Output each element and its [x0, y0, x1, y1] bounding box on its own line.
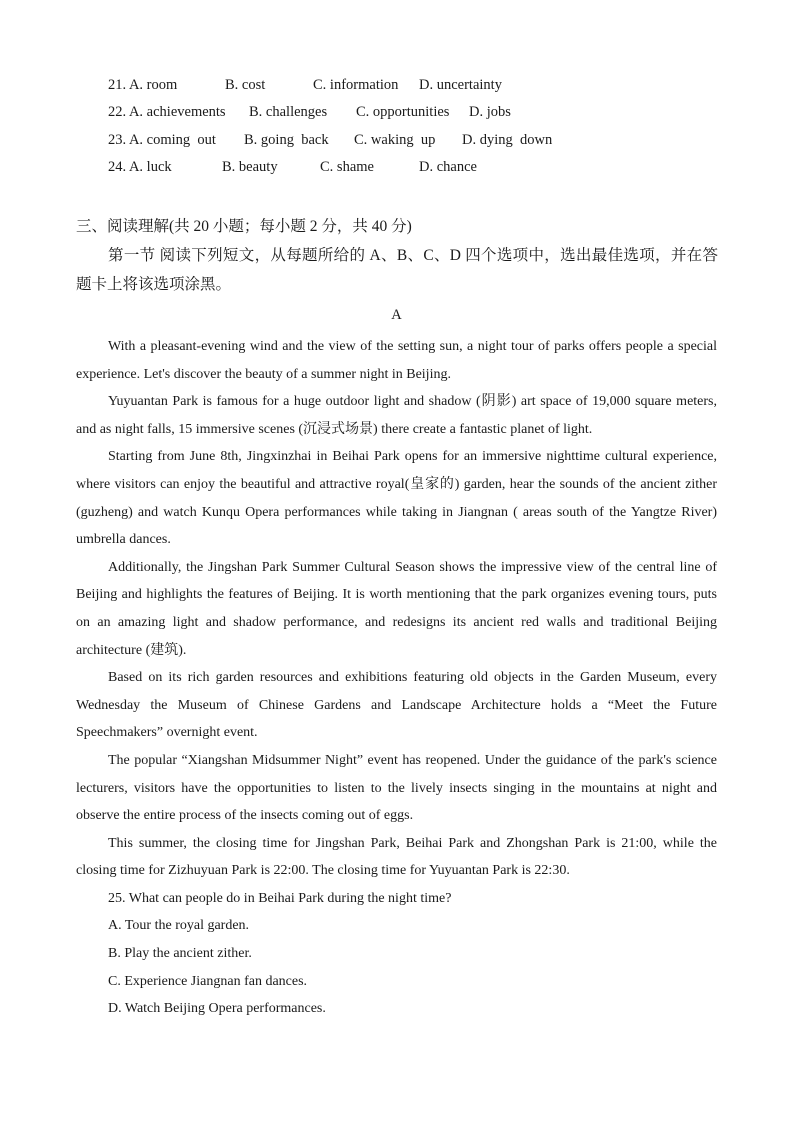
- option-b: B. beauty: [222, 159, 278, 175]
- option-b: B. challenges: [249, 104, 328, 120]
- answer-option-b: B. Play the ancient zither.: [108, 946, 252, 962]
- option-a: 23. A. coming out: [108, 132, 216, 148]
- paragraph: Based on its rich garden resources and exhibitions featuring old objects in the Garden Museum, every Wednesday the Museum of Chinese Gardens and Landscape Architecture holds a “Meet the Future Speechmakers” overnight event.: [76, 670, 717, 741]
- option-c: C. shame: [320, 159, 374, 175]
- answer-option-c: C. Experience Jiangnan fan dances.: [108, 973, 308, 989]
- option-c: C. information: [313, 77, 399, 93]
- option-d: D. dying down: [462, 132, 553, 148]
- answer-option-a: A. Tour the royal garden.: [108, 918, 250, 934]
- question-25: 25. What can people do in Beihai Park during the night time?: [108, 890, 452, 906]
- passage-body: [76, 333, 717, 1023]
- option-a: 24. A. luck: [108, 159, 172, 175]
- instruction-text: 第一节 阅读下列短文，从每题所给的 A、B、C、D 四个选项中，选出最佳选项，并在答题卡上将该选项涂黑。: [76, 247, 718, 293]
- paragraph: Starting from June 8th, Jingxinzhai in Beihai Park opens for an immersive nighttime cultural experience, where visitors can enjoy the beautiful and attractive royal(皇家的) garden, hear the sounds of the ancient zither (guzheng) and watch Kunqu Opera performances while taking in Jiangnan ( areas south of the Yangtze River) umbrella dances.: [76, 449, 717, 548]
- option-c: C. waking up: [354, 132, 436, 148]
- section-title: 三、阅读理解(共 20 小题；每小题 2 分，共 40 分): [76, 218, 412, 235]
- paragraph: Additionally, the Jingshan Park Summer Cultural Season shows the impressive view of the central line of Beijing and highlights the features of Beijing. It is worth mentioning that the park organizes evening tours, puts on an amazing light and shadow performance, and redesigns its ancient red walls and traditional Beijing architecture (建筑).: [76, 559, 717, 658]
- answer-option-d: D. Watch Beijing Opera performances.: [108, 1001, 326, 1017]
- paragraph: With a pleasant-evening wind and the view of the setting sun, a night tour of parks offers people a special experience. Let's discover the beauty of a summer night in Beijing.: [76, 339, 717, 382]
- paragraph: The popular “Xiangshan Midsummer Night” event has reopened. Under the guidance of the park's science lecturers, visitors have the opportunities to listen to the lively insects singing in the mountains at night and observe the entire process of the insects coming out of eggs.: [76, 752, 717, 824]
- option-c: C. opportunities: [356, 104, 450, 120]
- option-b: B. going back: [244, 132, 329, 148]
- option-a: 22. A. achievements: [108, 104, 226, 120]
- option-d: D. jobs: [469, 104, 511, 120]
- option-b: B. cost: [225, 77, 266, 93]
- paragraph: This summer, the closing time for Jingshan Park, Beihai Park and Zhongshan Park is 21:00, while the closing time for Zizhuyuan Park is 22:00. The closing time for Yuyuantan Park is 22:30.: [76, 835, 717, 879]
- option-d: D. chance: [419, 159, 477, 175]
- option-d: D. uncertainty: [419, 77, 502, 93]
- option-a: 21. A. room: [108, 77, 178, 93]
- paragraph: Yuyuantan Park is famous for a huge outdoor light and shadow (阴影) art space of 19,000 square meters, and as night falls, 15 immersive scenes (沉浸式场景) there create a fantastic planet of light.: [76, 394, 717, 437]
- passage-letter: A: [391, 307, 402, 323]
